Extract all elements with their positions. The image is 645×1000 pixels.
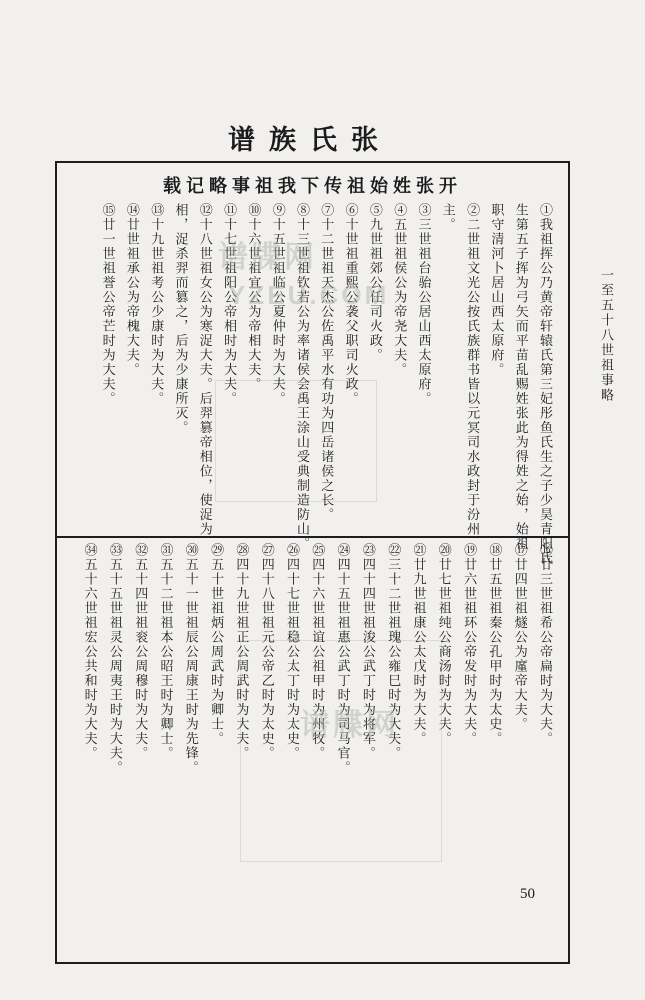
lower-entry: ㉝五十五世祖灵公周夷王时为大夫。 <box>106 543 122 775</box>
lower-entry: ㉔四十五世祖惠公武丁时为司马官。 <box>334 543 350 775</box>
lower-entry: ㉑廿九世祖康公太戊时为大夫。 <box>410 543 426 746</box>
upper-entry: 职守清河卜居山西太原府。 <box>488 203 504 377</box>
lower-entry: ㉓四十四世祖浚公武丁时为将军。 <box>359 543 375 761</box>
section-heading: 载记略事祖我下传祖始姓张开 <box>163 176 462 197</box>
upper-entry: ⑥十世祖重熙公袭父职司火政。 <box>342 203 358 406</box>
watermark: 谱牒网 <box>218 241 317 274</box>
upper-entry: ⑭廿世祖承公为帝槐大夫。 <box>123 203 139 377</box>
page-number: 50 <box>520 886 535 902</box>
lower-entry: ㉜五十四世祖衮公周穆时为大夫。 <box>132 543 148 761</box>
lower-entry: ⑯廿三世祖希公帝扁时为大夫。 <box>537 543 552 746</box>
lower-entry: ㉚五十一世祖辰公周康王时为先锋。 <box>182 543 198 775</box>
upper-entry: 相，浞杀羿而篡之，后为少康所灭。 <box>172 203 188 435</box>
lower-entry: ㉖四十七世祖稳公太丁时为太史。 <box>284 543 299 761</box>
upper-entry: ⑧十三世祖钦若公为率诸侯会禹王涂山受典制造防山。 <box>294 203 309 551</box>
upper-entry: ⑮廿一世祖誉公帝芒时为大夫。 <box>99 203 115 406</box>
lower-entry: ㉘四十九世祖正公周武时为大夫。 <box>233 543 249 761</box>
upper-entry: ①我祖挥公乃黄帝轩辕氏第三妃彤鱼氏生之子少昊青阳氏 <box>537 203 552 566</box>
upper-entry: 主。 <box>439 203 455 232</box>
lower-entry: ⑱廿五世祖秦公孔甲时为太史。 <box>486 543 502 746</box>
lower-entry: ㉛五十二世祖本公昭王时为卿士。 <box>157 543 173 761</box>
watermark: YZEU.COM <box>228 280 390 310</box>
upper-entry: ⑦十二世祖天杰公佐禹平水有功为四岳诸侯之长。 <box>318 203 334 522</box>
upper-entry: ⑨十五世祖临公夏仲时为大夫。 <box>269 203 285 406</box>
lower-entry: ㉒三十二世祖瑰公雍巳时为大夫。 <box>385 543 401 761</box>
lower-entry: ⑲廿六世祖环公帝发时为大夫。 <box>461 543 477 746</box>
side-caption: 一至五十八世祖事略 <box>598 268 613 403</box>
upper-entry: ⑩十六世祖宜公为帝相大夫。 <box>245 203 261 392</box>
page-title: 谱族氏张 <box>228 125 392 156</box>
section-divider <box>55 536 570 538</box>
lower-entry: ⑳廿七世祖纯公商汤时为大夫。 <box>435 543 451 746</box>
lower-entry: ㉙五十世祖炳公周武时为卿士。 <box>208 543 224 746</box>
watermark: 谱牒网 <box>300 709 399 742</box>
lower-entry: ㉞五十六世祖宏公共和时为大夫。 <box>81 543 97 761</box>
lower-entry: ㉗四十八世祖元公帝乙时为太史。 <box>258 543 274 761</box>
lower-entry: ㉕四十六世祖谊公祖甲时为州牧。 <box>309 543 325 761</box>
upper-entry: ⑬十九世祖考公少康时为大夫。 <box>148 203 164 406</box>
upper-entry: ⑫十八世祖女公为寒浞大夫。后羿篡帝相位，使浞为 <box>196 203 212 537</box>
upper-entry: ④五世祖侯公为帝尧大夫。 <box>391 203 407 377</box>
upper-entry: 生第五子挥为弓矢而平苗乱赐姓张此为得姓之始，始祖 <box>512 203 528 551</box>
upper-entry: ②二世祖文光公按氏族群书皆以元冥司水政封于汾州 <box>464 203 480 537</box>
lower-entry: ⑰廿四世祖燧公为廑帝大夫。 <box>511 543 527 732</box>
upper-entry: ⑪十七世祖阳公帝相时为大夫。 <box>221 203 237 406</box>
upper-entry: ⑤九世祖郊公任司火政。 <box>366 203 382 363</box>
upper-entry: ③三世祖台骀公居山西太原府。 <box>415 203 431 406</box>
